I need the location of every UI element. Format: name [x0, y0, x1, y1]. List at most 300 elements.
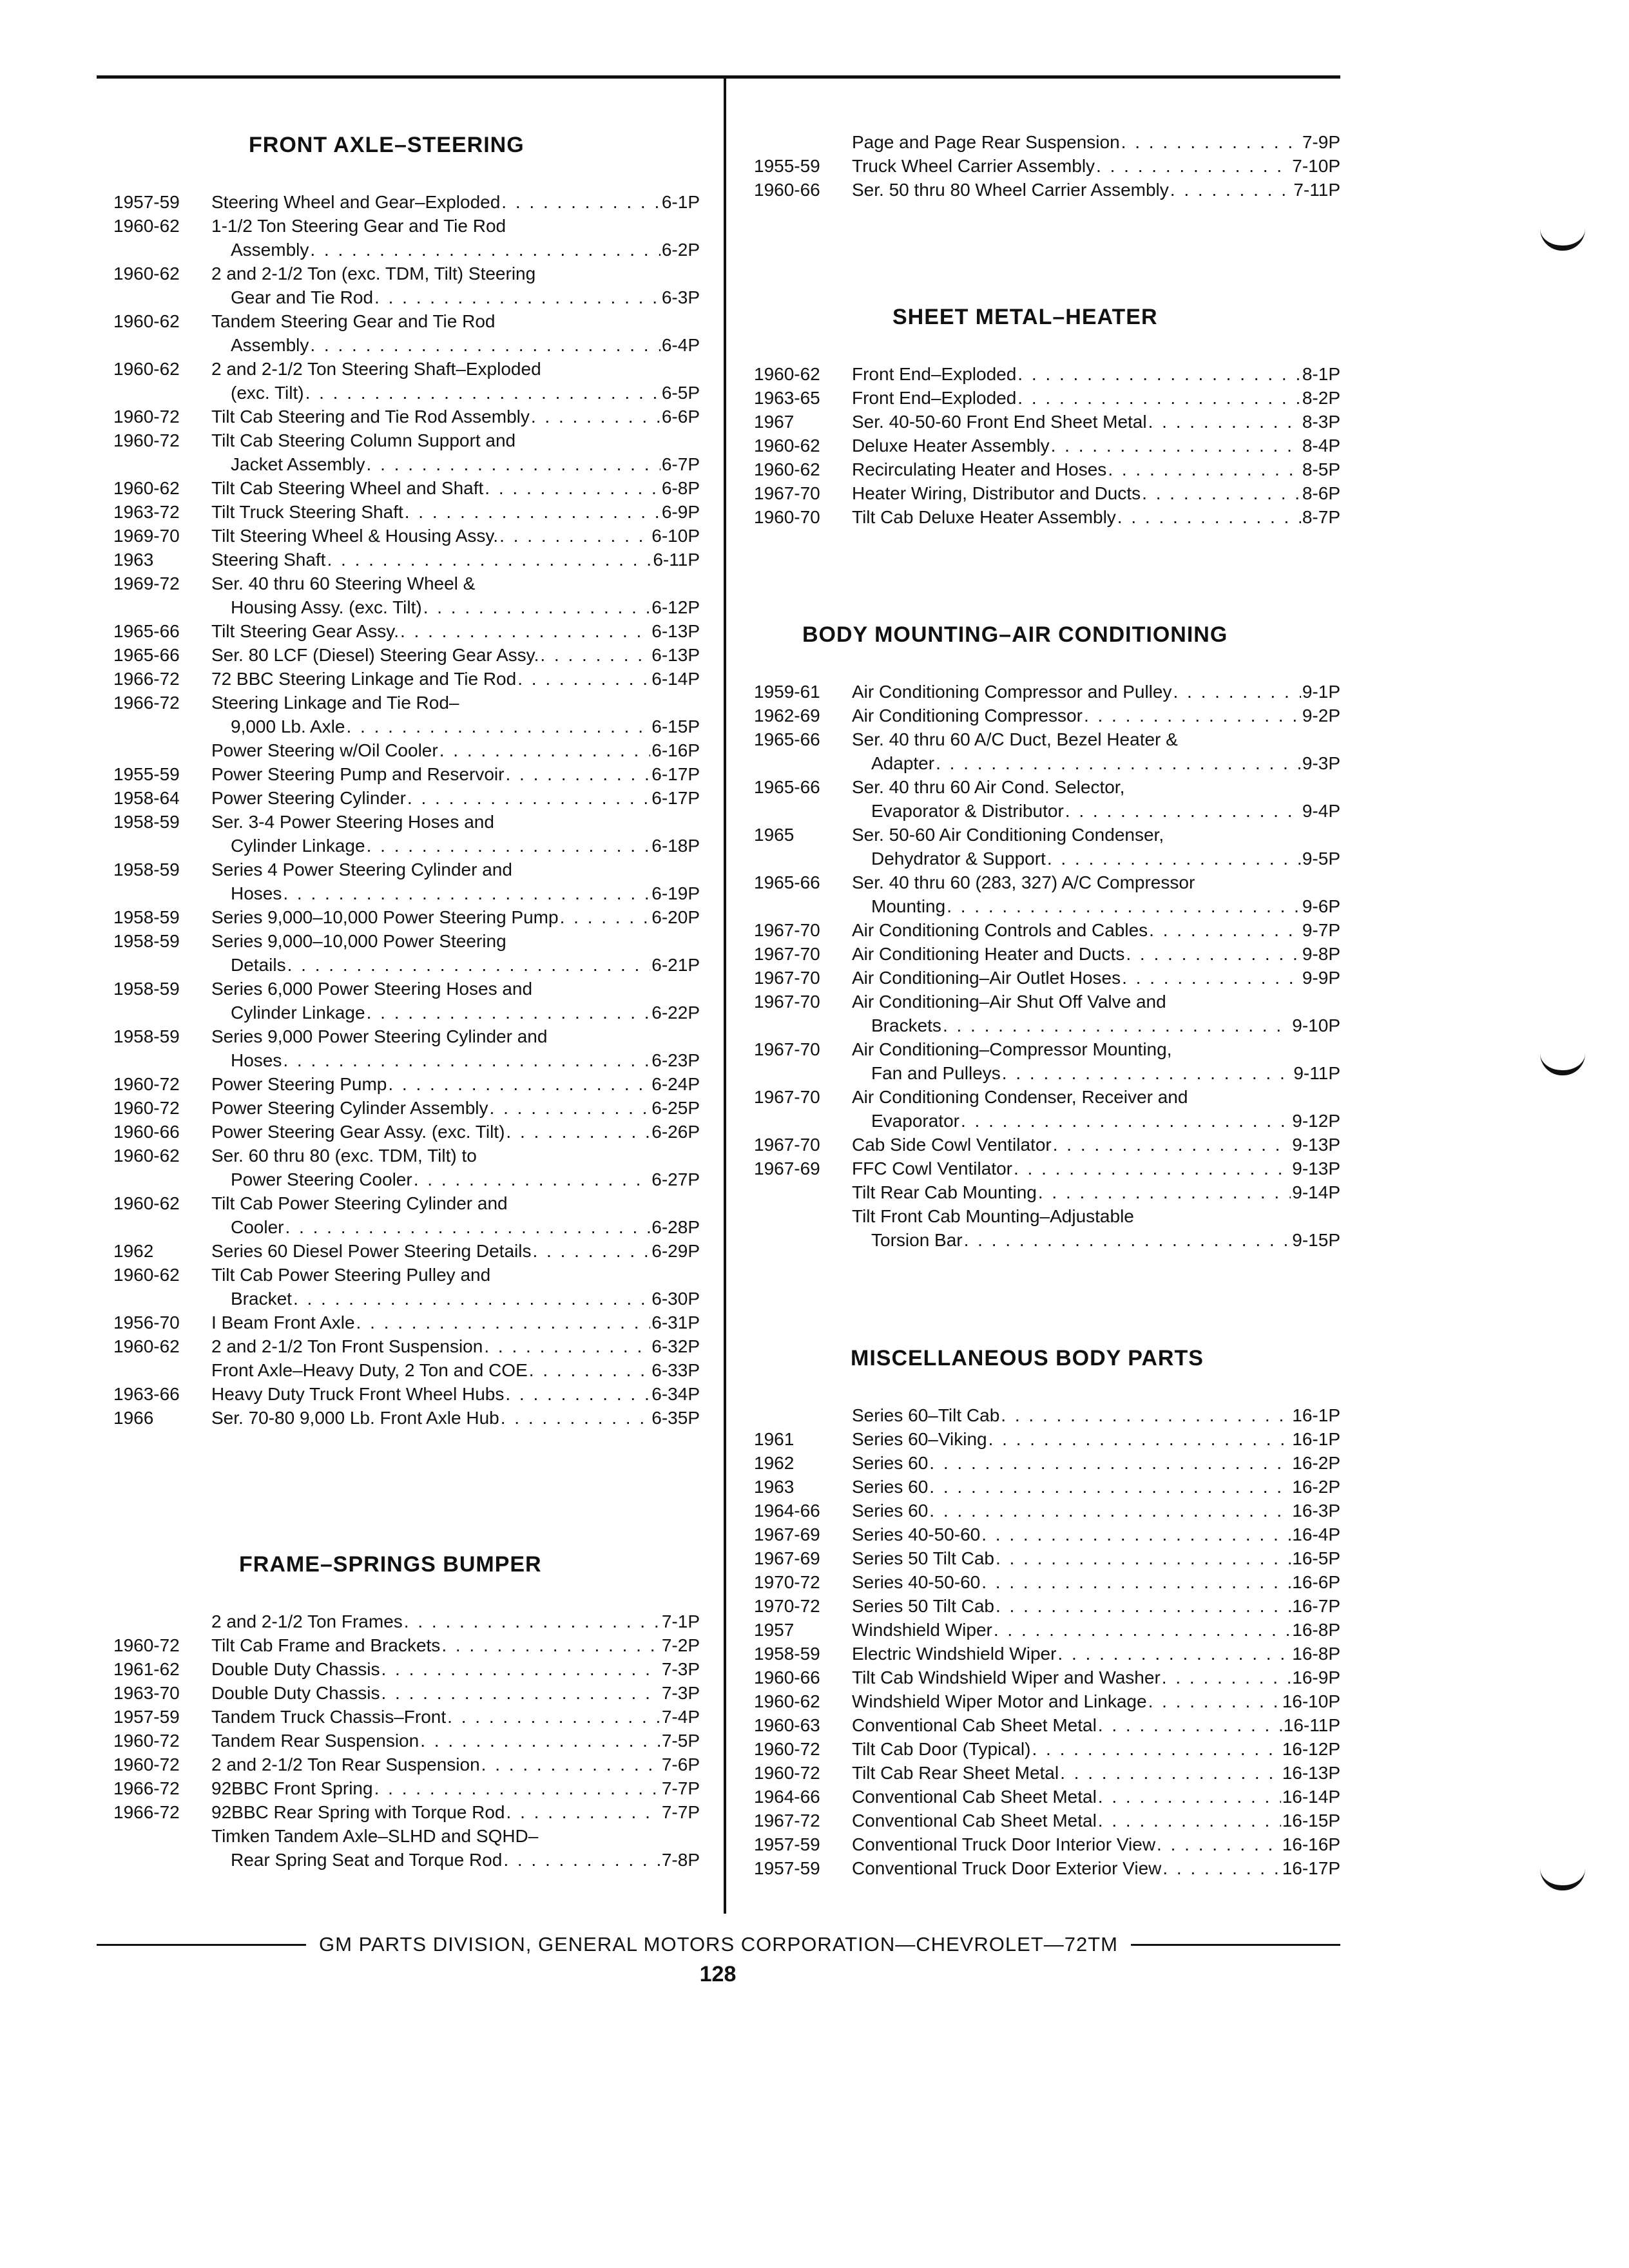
entry-description: Conventional Truck Door Exterior View	[852, 1858, 1162, 1878]
index-entry	[754, 990, 1340, 1037]
dot-leader	[388, 1072, 650, 1096]
entry-page-ref: 16-13P	[1282, 1763, 1340, 1783]
entry-page-ref: 6-20P	[651, 907, 700, 927]
dot-leader	[283, 1048, 650, 1072]
top-rule	[97, 75, 1340, 79]
entry-year: 1966	[113, 1408, 154, 1428]
entry-year: 1960-62	[754, 459, 820, 479]
entry-description: (exc. Tilt)	[231, 383, 304, 403]
entry-page-ref: 6-25P	[651, 1098, 700, 1118]
entry-description: Tilt Cab Frame and Brackets	[211, 1635, 441, 1655]
dot-leader	[283, 881, 650, 905]
entry-year: 1960-72	[113, 1098, 180, 1118]
entry-description: Tilt Cab Rear Sheet Metal	[852, 1763, 1059, 1783]
entry-year: 1960-62	[113, 478, 180, 498]
entry-year: 1960-66	[754, 180, 820, 200]
entry-page-ref: 6-6P	[661, 407, 700, 427]
entry-year: 1960-62	[113, 311, 180, 331]
entry-description: Ser. 50-60 Air Conditioning Condenser,	[852, 825, 1164, 845]
entry-page-ref: 8-3P	[1302, 412, 1340, 432]
entry-year: 1964-66	[754, 1501, 820, 1521]
entry-page-ref: 6-31P	[651, 1312, 700, 1332]
index-entry	[754, 434, 1340, 457]
section-miscellaneous-body-parts	[754, 1345, 1340, 1880]
index-entry	[113, 1776, 700, 1800]
index-entry	[113, 548, 700, 572]
entry-year: 1967-70	[754, 968, 820, 988]
dot-leader	[1122, 966, 1301, 990]
dot-leader	[1096, 154, 1291, 178]
entry-page-ref: 16-16P	[1282, 1834, 1340, 1854]
index-entry	[754, 1832, 1340, 1856]
entry-description: Windshield Wiper Motor and Linkage	[852, 1691, 1147, 1711]
entry-description: Rear Spring Seat and Torque Rod	[231, 1850, 503, 1870]
entry-description: Adapter	[871, 753, 935, 773]
dot-leader	[1017, 386, 1301, 410]
entry-description: Front End–Exploded	[852, 364, 1017, 384]
entry-description: Dehydrator & Support	[871, 849, 1046, 869]
entry-year: 1963	[113, 550, 154, 570]
entry-year: 1963-66	[113, 1384, 180, 1404]
entry-year: 1966-72	[113, 669, 180, 689]
index-entry	[754, 1570, 1340, 1594]
entry-year: 1967-69	[754, 1524, 820, 1544]
entry-page-ref: 16-12P	[1282, 1739, 1340, 1759]
index-entry	[113, 858, 700, 905]
entry-year	[754, 130, 852, 154]
entry-page-ref: 9-2P	[1302, 706, 1340, 726]
entry-description: Truck Wheel Carrier Assembly	[852, 156, 1095, 176]
entry-description: Cab Side Cowl Ventilator	[852, 1135, 1052, 1155]
entry-year: 1967-70	[754, 1039, 820, 1059]
entry-year: 1960-62	[113, 216, 180, 236]
dot-leader	[531, 405, 660, 428]
entry-page-ref: 16-4P	[1292, 1524, 1340, 1544]
index-entry	[754, 1180, 1340, 1204]
entry-description: Conventional Cab Sheet Metal	[852, 1787, 1097, 1807]
entry-description: Series 60	[852, 1453, 929, 1473]
entry-year: 1960-72	[113, 1754, 180, 1774]
entry-year: 1960-62	[113, 264, 180, 284]
dot-leader	[1162, 1666, 1291, 1689]
index-entry	[754, 130, 1340, 154]
entry-year: 1963-70	[113, 1683, 180, 1703]
entry-description: Housing Assy. (exc. Tilt)	[231, 597, 422, 617]
section-rear-suspension-continued	[754, 130, 1340, 202]
dot-leader	[996, 1594, 1291, 1618]
entry-page-ref: 7-3P	[661, 1659, 700, 1679]
dot-leader	[994, 1618, 1291, 1642]
index-entry	[113, 1358, 700, 1382]
entry-page-ref: 6-28P	[651, 1217, 700, 1237]
entry-description: Double Duty Chassis	[211, 1683, 380, 1703]
index-entry	[113, 1120, 700, 1144]
dot-leader	[929, 1451, 1291, 1475]
entry-page-ref: 16-14P	[1282, 1787, 1340, 1807]
index-entry	[754, 410, 1340, 434]
entry-year: 1967-69	[754, 1158, 820, 1178]
index-entry	[754, 942, 1340, 966]
dot-leader	[943, 1014, 1291, 1037]
index-entry	[754, 1666, 1340, 1689]
entry-description: Hoses	[231, 1050, 282, 1070]
entry-description: Ser. 40 thru 60 Air Cond. Selector,	[852, 777, 1125, 797]
entry-description: Series 50 Tilt Cab	[852, 1596, 994, 1616]
entry-page-ref: 6-22P	[651, 1003, 700, 1023]
entry-description: Power Steering w/Oil Cooler	[211, 740, 438, 760]
entry-description: Front End–Exploded	[852, 388, 1017, 408]
index-entry	[113, 977, 700, 1024]
entry-description: Torsion Bar	[871, 1230, 963, 1250]
entry-year: 1966-72	[113, 1778, 180, 1798]
index-entry	[113, 1072, 700, 1096]
section-title: MISCELLANEOUS BODY PARTS	[851, 1346, 1204, 1370]
entry-page-ref: 9-7P	[1302, 920, 1340, 940]
index-entry	[113, 1681, 700, 1705]
entry-description: 1-1/2 Ton Steering Gear and Tie Rod	[211, 216, 506, 236]
index-entry	[754, 727, 1340, 775]
dot-leader	[981, 1570, 1291, 1594]
index-entry	[754, 680, 1340, 704]
entry-description: Series 9,000–10,000 Power Steering	[211, 931, 506, 951]
section-front-axle-steering	[113, 132, 700, 1430]
entry-year: 1960-72	[113, 1074, 180, 1094]
section-title: SHEET METAL–HEATER	[892, 305, 1158, 329]
entry-description: Tilt Cab Steering Wheel and Shaft	[211, 478, 484, 498]
entry-page-ref: 9-3P	[1302, 753, 1340, 773]
entry-description: Cooler	[231, 1217, 284, 1237]
entry-page-ref: 9-6P	[1302, 896, 1340, 916]
dot-leader	[1126, 942, 1301, 966]
dot-leader	[506, 1120, 650, 1144]
index-entry	[113, 309, 700, 357]
dot-leader	[310, 238, 660, 262]
index-entry	[754, 1785, 1340, 1809]
entry-description: Tilt Cab Power Steering Pulley and	[211, 1265, 491, 1285]
index-entry	[754, 362, 1340, 386]
entry-description: Assembly	[231, 335, 309, 355]
entry-page-ref: 16-10P	[1282, 1691, 1340, 1711]
dot-leader	[1117, 505, 1301, 529]
entry-year: 1965-66	[113, 621, 180, 641]
index-entry	[113, 738, 700, 762]
entry-page-ref: 9-11P	[1293, 1063, 1340, 1083]
index-entry	[113, 667, 700, 691]
entry-year: 1970-72	[754, 1596, 820, 1616]
entry-description: Assembly	[231, 240, 309, 260]
entry-description: Series 60–Viking	[852, 1429, 987, 1449]
index-entry	[113, 262, 700, 309]
entry-list	[754, 362, 1340, 529]
dot-leader	[490, 1096, 651, 1120]
entry-description: Air Conditioning–Compressor Mounting,	[852, 1039, 1172, 1059]
entry-description: Tilt Cab Power Steering Cylinder and	[211, 1193, 508, 1213]
entry-page-ref: 16-3P	[1292, 1501, 1340, 1521]
index-entry	[113, 810, 700, 858]
entry-page-ref: 6-17P	[651, 788, 700, 808]
entry-page-ref: 7-1P	[661, 1611, 700, 1631]
entry-page-ref: 16-8P	[1292, 1620, 1340, 1640]
entry-year: 1960-72	[113, 407, 180, 427]
entry-page-ref: 7-11P	[1293, 180, 1340, 200]
entry-description: Power Steering Cooler	[231, 1169, 412, 1189]
entry-page-ref: 16-5P	[1292, 1548, 1340, 1568]
dot-leader	[1051, 434, 1301, 457]
dot-leader	[529, 1358, 651, 1382]
entry-description: Air Conditioning Compressor and Pulley	[852, 682, 1172, 702]
index-entry	[754, 386, 1340, 410]
margin-mark	[1540, 1869, 1585, 1890]
entry-description: Details	[231, 955, 286, 975]
entry-year: 1958-59	[113, 979, 180, 999]
entry-year: 1967-70	[754, 992, 820, 1012]
entry-year: 1967	[754, 412, 795, 432]
entry-year: 1960-62	[113, 1193, 180, 1213]
dot-leader	[485, 476, 660, 500]
entry-description: Conventional Cab Sheet Metal	[852, 1715, 1097, 1735]
entry-page-ref: 8-5P	[1302, 459, 1340, 479]
index-entry	[113, 691, 700, 738]
entry-description: Steering Shaft	[211, 550, 326, 570]
entry-year: 1965-66	[754, 729, 820, 749]
entry-description: Electric Windshield Wiper	[852, 1644, 1057, 1664]
entry-year: 1957-59	[754, 1858, 820, 1878]
index-entry	[113, 762, 700, 786]
entry-page-ref: 9-13P	[1292, 1158, 1340, 1178]
entry-page-ref: 6-34P	[651, 1384, 700, 1404]
entry-year: 1957-59	[113, 1707, 180, 1727]
index-entry	[754, 1499, 1340, 1523]
index-entry	[754, 1594, 1340, 1618]
entry-page-ref: 9-9P	[1302, 968, 1340, 988]
dot-leader	[405, 500, 660, 524]
dot-leader	[439, 738, 651, 762]
dot-leader	[929, 1499, 1291, 1523]
entry-page-ref: 8-1P	[1302, 364, 1340, 384]
entry-description: Series 60	[852, 1477, 929, 1497]
index-entry	[113, 929, 700, 977]
entry-year: 1967-70	[754, 920, 820, 940]
entry-page-ref: 9-4P	[1302, 801, 1340, 821]
entry-year: 1958-59	[113, 812, 180, 832]
dot-leader	[381, 1681, 660, 1705]
entry-page-ref: 6-8P	[661, 478, 700, 498]
index-entry	[113, 1382, 700, 1406]
dot-leader	[400, 619, 650, 643]
entry-description: Heavy Duty Truck Front Wheel Hubs	[211, 1384, 505, 1404]
entry-description: Ser. 40 thru 60 (283, 327) A/C Compressor	[852, 872, 1195, 892]
entry-year: 1967-72	[754, 1811, 820, 1831]
dot-leader	[310, 333, 660, 357]
index-entry	[754, 1403, 1340, 1427]
entry-year: 1966-72	[113, 693, 180, 713]
entry-page-ref: 9-8P	[1302, 944, 1340, 964]
entry-description: Ser. 50 thru 80 Wheel Carrier Assembly	[852, 180, 1169, 200]
entry-description: Ser. 80 LCF (Diesel) Steering Gear Assy.	[211, 645, 539, 665]
entry-description: Tilt Rear Cab Mounting	[852, 1182, 1037, 1202]
entry-description: Air Conditioning Heater and Ducts	[852, 944, 1125, 964]
entry-description: Series 40-50-60	[852, 1572, 981, 1592]
footer	[97, 1933, 1340, 1956]
entry-year: 1960-62	[754, 436, 820, 456]
dot-leader	[327, 548, 651, 572]
entry-description: Series 4 Power Steering Cylinder and	[211, 860, 512, 879]
index-entry	[754, 1427, 1340, 1451]
dot-leader	[996, 1546, 1291, 1570]
entry-year: 1955-59	[754, 156, 820, 176]
dot-leader	[961, 1109, 1291, 1133]
entry-year: 1960-72	[754, 1763, 820, 1783]
entry-page-ref: 16-6P	[1292, 1572, 1340, 1592]
entry-year: 1960-62	[113, 1146, 180, 1166]
dot-leader	[505, 1382, 650, 1406]
index-entry	[754, 1523, 1340, 1546]
entry-page-ref: 7-3P	[661, 1683, 700, 1703]
entry-year: 1969-70	[113, 526, 180, 546]
entry-year: 1960-72	[113, 1731, 180, 1751]
entry-year: 1960-72	[754, 1739, 820, 1759]
entry-year: 1958-59	[113, 860, 180, 879]
entry-page-ref: 6-23P	[651, 1050, 700, 1070]
entry-year: 1957-59	[754, 1834, 820, 1854]
dot-leader	[936, 751, 1301, 775]
entry-page-ref: 6-21P	[651, 955, 700, 975]
entry-description: Tandem Steering Gear and Tie Rod	[211, 311, 496, 331]
entry-description: Tilt Front Cab Mounting–Adjustable	[852, 1206, 1134, 1226]
entry-page-ref: 6-35P	[651, 1408, 700, 1428]
index-entry	[754, 966, 1340, 990]
entry-description: Tilt Cab Steering Column Support and	[211, 430, 516, 450]
dot-leader	[367, 452, 660, 476]
index-entry	[754, 154, 1340, 178]
entry-year: 1960-62	[113, 1265, 180, 1285]
entry-page-ref: 16-17P	[1282, 1858, 1340, 1878]
entry-page-ref: 7-10P	[1292, 156, 1340, 176]
index-entry	[754, 1133, 1340, 1157]
entry-description: Series 60–Tilt Cab	[852, 1405, 1000, 1425]
entry-description: I Beam Front Axle	[211, 1312, 355, 1332]
index-entry	[754, 1809, 1340, 1832]
index-entry	[754, 1204, 1340, 1252]
entry-page-ref: 6-24P	[651, 1074, 700, 1094]
entry-description: Ser. 40 thru 60 A/C Duct, Bezel Heater &	[852, 729, 1178, 749]
entry-year: 1967-69	[754, 1548, 820, 1568]
entry-page-ref: 9-13P	[1292, 1135, 1340, 1155]
index-entry	[754, 1546, 1340, 1570]
entry-description: Series 9,000–10,000 Power Steering Pump	[211, 907, 559, 927]
entry-description: 2 and 2-1/2 Ton Steering Shaft–Exploded	[211, 359, 541, 379]
index-entry	[754, 457, 1340, 481]
entry-description: Tilt Cab Steering and Tie Rod Assembly	[211, 407, 530, 427]
entry-description: Recirculating Heater and Hoses	[852, 459, 1107, 479]
index-entry	[754, 481, 1340, 505]
index-entry	[113, 476, 700, 500]
entry-description: Page and Page Rear Suspension	[852, 132, 1120, 152]
column-divider	[724, 77, 726, 1914]
entry-description: Power Steering Pump and Reservoir	[211, 764, 505, 784]
entry-year: 1957-59	[113, 192, 180, 212]
entry-year: 1970-72	[754, 1572, 820, 1592]
entry-year: 1958-59	[754, 1644, 820, 1664]
entry-year: 1965-66	[754, 777, 820, 797]
index-entry	[113, 1239, 700, 1263]
entry-year	[754, 1403, 852, 1427]
dot-leader	[484, 1334, 650, 1358]
entry-description: Jacket Assembly	[231, 454, 365, 474]
footer-rule-right	[1131, 1944, 1340, 1946]
entry-year	[754, 1180, 852, 1204]
index-entry	[754, 1642, 1340, 1666]
entry-description: Conventional Cab Sheet Metal	[852, 1811, 1097, 1831]
entry-page-ref: 16-8P	[1292, 1644, 1340, 1664]
entry-page-ref: 6-2P	[661, 240, 700, 260]
entry-description: Windshield Wiper	[852, 1620, 992, 1640]
entry-description: Cylinder Linkage	[231, 836, 365, 856]
entry-description: Series 60 Diesel Power Steering Details	[211, 1241, 532, 1261]
entry-description: Evaporator	[871, 1111, 959, 1131]
entry-description: Fan and Pulleys	[871, 1063, 1001, 1083]
entry-page-ref: 6-19P	[651, 883, 700, 903]
dot-leader	[441, 1633, 660, 1657]
entry-description: Heater Wiring, Distributor and Ducts	[852, 483, 1141, 503]
index-entry	[113, 1311, 700, 1334]
dot-leader	[503, 1848, 660, 1872]
entry-description: Hoses	[231, 883, 282, 903]
entry-list	[754, 1403, 1340, 1880]
entry-page-ref: 7-7P	[661, 1802, 700, 1822]
entry-year: 1958-59	[113, 907, 180, 927]
entry-page-ref: 7-9P	[1302, 132, 1340, 152]
index-entry	[113, 1657, 700, 1681]
entry-description: Mounting	[871, 896, 946, 916]
index-entry	[113, 1753, 700, 1776]
dot-leader	[1047, 847, 1301, 870]
dot-leader	[407, 786, 650, 810]
entry-description: Deluxe Heater Assembly	[852, 436, 1050, 456]
index-entry	[113, 786, 700, 810]
entry-list	[754, 130, 1340, 202]
entry-year: 1962	[113, 1241, 154, 1261]
entry-year: 1964-66	[754, 1787, 820, 1807]
dot-leader	[1002, 1061, 1293, 1085]
entry-page-ref: 7-7P	[661, 1778, 700, 1798]
entry-page-ref: 6-15P	[651, 716, 700, 736]
index-entry	[113, 572, 700, 619]
entry-year: 1967-70	[754, 944, 820, 964]
entry-year: 1963-72	[113, 502, 180, 522]
entry-page-ref: 6-18P	[651, 836, 700, 856]
dot-leader	[1098, 1713, 1282, 1737]
entry-description: Series 60	[852, 1501, 929, 1521]
entry-description: Tilt Steering Wheel & Housing Assy.	[211, 526, 499, 546]
index-entry	[113, 214, 700, 262]
index-entry	[113, 905, 700, 929]
entry-year: 1963	[754, 1477, 795, 1497]
entry-page-ref: 6-26P	[651, 1122, 700, 1142]
index-entry	[754, 775, 1340, 823]
index-entry	[113, 1633, 700, 1657]
entry-year: 1957	[754, 1620, 795, 1640]
entry-page-ref: 16-7P	[1292, 1596, 1340, 1616]
entry-page-ref: 6-16P	[651, 740, 700, 760]
entry-year: 1967-70	[754, 1135, 820, 1155]
entry-page-ref: 6-13P	[651, 645, 700, 665]
entry-year: 1965	[754, 825, 795, 845]
entry-list	[113, 1610, 700, 1872]
entry-description: Double Duty Chassis	[211, 1659, 380, 1679]
entry-year: 1966-72	[113, 1802, 180, 1822]
entry-year: 1961	[754, 1429, 795, 1449]
